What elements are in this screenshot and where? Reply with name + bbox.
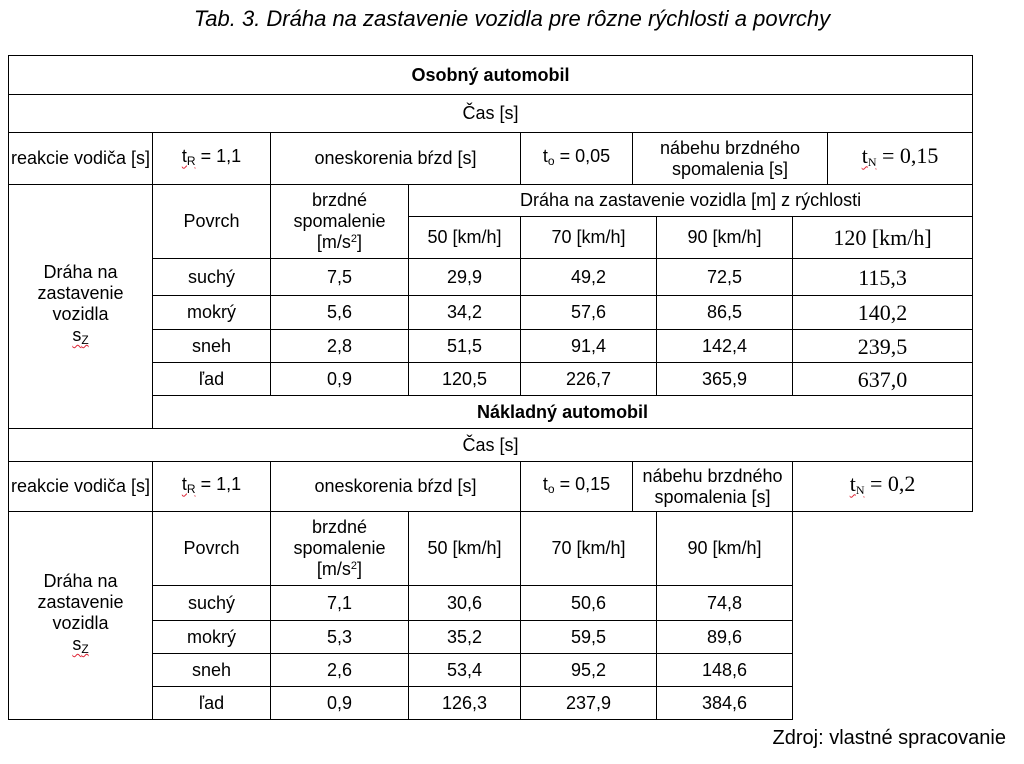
surface-cell: ľad — [153, 687, 271, 720]
car-time-header: Čas [s] — [9, 95, 973, 133]
value-cell: 142,4 — [657, 330, 793, 363]
truck-speed-50: 50 [km/h] — [409, 512, 521, 586]
truck-speed-90: 90 [km/h] — [657, 512, 793, 586]
surface-cell: sneh — [153, 654, 271, 687]
value-cell: 239,5 — [793, 330, 973, 363]
car-decel-header: brzdné spomalenie $[m/s^2]$ — [271, 185, 409, 259]
value-cell: 365,9 — [657, 363, 793, 396]
truck-reaction-time: $t_R = 1,1$ — [153, 462, 271, 512]
value-cell: 30,6 — [409, 586, 521, 621]
value-cell: 148,6 — [657, 654, 793, 687]
truck-brake-delay-time: $t_o = 0,15$ — [521, 462, 633, 512]
empty-cell — [793, 654, 973, 687]
value-cell: 72,5 — [657, 259, 793, 296]
decel-cell: 0,9 — [271, 687, 409, 720]
value-cell: 35,2 — [409, 621, 521, 654]
truck-time-header: Čas [s] — [9, 429, 973, 462]
surface-cell: suchý — [153, 586, 271, 621]
car-brake-delay-label: oneskorenia bŕzd [s] — [271, 133, 521, 185]
surface-cell: ľad — [153, 363, 271, 396]
car-speed-90: 90 [km/h] — [657, 217, 793, 259]
empty-cell — [793, 621, 973, 654]
surface-cell: mokrý — [153, 621, 271, 654]
stopping-distance-table — [8, 55, 973, 720]
car-reaction-time: $t_R = 1,1$ — [153, 133, 271, 185]
value-cell: 34,2 — [409, 296, 521, 330]
car-speed-header: Dráha na zastavenie vozidla [m] z rýchlosti — [409, 185, 973, 217]
car-buildup-time: $t_N = 0,15$ — [828, 133, 973, 185]
value-cell: 115,3 — [793, 259, 973, 296]
car-time-row — [9, 133, 973, 185]
truck-reaction-label: reakcie vodiča [s] — [9, 462, 153, 512]
decel-cell: 2,8 — [271, 330, 409, 363]
value-cell: 226,7 — [521, 363, 657, 396]
value-cell: 74,8 — [657, 586, 793, 621]
table-row — [9, 621, 973, 654]
value-cell: 384,6 — [657, 687, 793, 720]
decel-cell: 7,5 — [271, 259, 409, 296]
car-reaction-label: reakcie vodiča [s] — [9, 133, 153, 185]
value-cell: 29,9 — [409, 259, 521, 296]
car-speed-120: 120 [km/h] — [793, 217, 973, 259]
decel-cell: 0,9 — [271, 363, 409, 396]
decel-cell: 7,1 — [271, 586, 409, 621]
value-cell: 126,3 — [409, 687, 521, 720]
table-row — [9, 586, 973, 621]
car-speed-50: 50 [km/h] — [409, 217, 521, 259]
car-section-title: Osobný automobil — [9, 56, 973, 95]
value-cell: 95,2 — [521, 654, 657, 687]
car-buildup-label: nábehu brzdného spomalenia [s] — [633, 133, 828, 185]
value-cell: 91,4 — [521, 330, 657, 363]
empty-cell — [793, 586, 973, 621]
truck-speed-70: 70 [km/h] — [521, 512, 657, 586]
value-cell: 53,4 — [409, 654, 521, 687]
truck-section-title: Nákladný automobil — [153, 396, 973, 429]
truck-decel-header: brzdné spomalenie $[m/s^2]$ — [271, 512, 409, 586]
value-cell: 237,9 — [521, 687, 657, 720]
value-cell: 89,6 — [657, 621, 793, 654]
truck-distance-label: Dráha na zastavenie vozidla $s_Z$ — [9, 512, 153, 720]
table-row — [9, 687, 973, 720]
truck-brake-delay-label: oneskorenia bŕzd [s] — [271, 462, 521, 512]
surface-cell: sneh — [153, 330, 271, 363]
table-row — [9, 259, 973, 296]
value-cell: 49,2 — [521, 259, 657, 296]
value-cell: 51,5 — [409, 330, 521, 363]
truck-time-row — [9, 462, 973, 512]
car-tr-symbol: $t_R$ — [181, 145, 196, 168]
car-surface-header: Povrch — [153, 185, 271, 259]
decel-cell: 5,6 — [271, 296, 409, 330]
table-caption: Tab. 3. Dráha na zastavenie vozidla pre rôzne rýchlosti a povrchy — [193, 6, 831, 31]
surface-cell: mokrý — [153, 296, 271, 330]
surface-cell: suchý — [153, 259, 271, 296]
truck-buildup-time: $t_N = 0,2$ — [793, 462, 973, 512]
truck-buildup-label: nábehu brzdného spomalenia [s] — [633, 462, 793, 512]
car-distance-label: Dráha na zastavenie vozidla $s_Z$ — [9, 185, 153, 429]
empty-cell — [793, 512, 973, 586]
empty-cell — [793, 687, 973, 720]
source-note: Zdroj: vlastné spracovanie — [772, 727, 1006, 749]
table-row — [9, 363, 973, 396]
value-cell: 50,6 — [521, 586, 657, 621]
table-row — [9, 654, 973, 687]
value-cell: 140,2 — [793, 296, 973, 330]
value-cell: 637,0 — [793, 363, 973, 396]
truck-surface-header: Povrch — [153, 512, 271, 586]
value-cell: 59,5 — [521, 621, 657, 654]
car-brake-delay-time: $t_o = 0,05$ — [521, 133, 633, 185]
value-cell: 86,5 — [657, 296, 793, 330]
value-cell: 57,6 — [521, 296, 657, 330]
car-speed-70: 70 [km/h] — [521, 217, 657, 259]
decel-cell: 2,6 — [271, 654, 409, 687]
table-row — [9, 296, 973, 330]
table-row — [9, 330, 973, 363]
decel-cell: 5,3 — [271, 621, 409, 654]
value-cell: 120,5 — [409, 363, 521, 396]
